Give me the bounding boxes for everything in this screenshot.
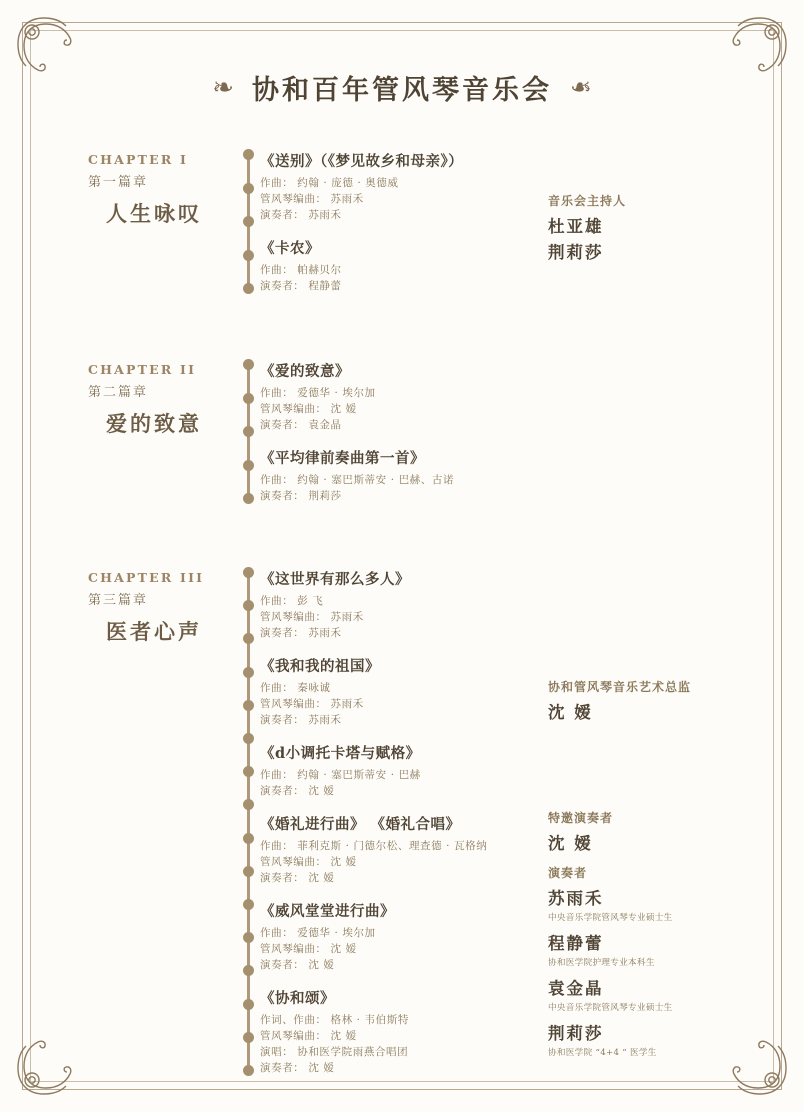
- chapter-number-cn: 第二篇章: [88, 385, 149, 400]
- piece-credit: 演唱： 协和医学院雨燕合唱团: [260, 1046, 409, 1058]
- side-credits: [548, 566, 718, 1090]
- divider-bead: [243, 999, 254, 1010]
- credit-person-name: 沈 嫒: [548, 834, 593, 853]
- credit-block: [548, 678, 718, 723]
- credit-person-affiliation: 协和医学院护理专业本科生: [548, 958, 655, 968]
- chapter-heading: [88, 566, 238, 1090]
- piece-list: [260, 566, 548, 1090]
- piece-credit: 管风琴编曲： 苏雨禾: [260, 193, 364, 205]
- divider-bead: [243, 183, 254, 194]
- piece-credit: 演奏者： 沈 嫒: [260, 872, 335, 884]
- divider-bead: [243, 833, 254, 844]
- piece-credit: 管风琴编曲： 沈 嫒: [260, 856, 357, 868]
- spacer: [548, 150, 718, 192]
- chapter-section: [88, 358, 718, 518]
- piece-credit: 作曲： 约翰 · 庞德 · 奥德威: [260, 177, 399, 189]
- divider-bead: [243, 766, 254, 777]
- piece-title: 《d小调托卡塔与赋格》: [260, 745, 421, 762]
- piece-title: 《威风堂堂进行曲》: [260, 903, 395, 920]
- credit-block: [548, 192, 718, 263]
- piece-credit: 演奏者： 程静蕾: [260, 280, 342, 292]
- piece-credit: 演奏者： 沈 嫒: [260, 1062, 335, 1074]
- piece-credit: 作曲： 帕赫贝尔: [260, 264, 342, 276]
- beaded-divider: [238, 358, 260, 518]
- program-piece: [260, 568, 548, 641]
- beaded-divider: [238, 148, 260, 308]
- piece-credit: 作曲： 爱德华 · 埃尔加: [260, 927, 376, 939]
- chapter-number-en: CHAPTER I: [88, 152, 189, 167]
- title-ornament-left-icon: ❧: [212, 72, 234, 103]
- program-piece: [260, 360, 548, 433]
- piece-title: 《平均律前奏曲第一首》: [260, 450, 425, 467]
- credit-person-name: 荆莉莎: [548, 243, 604, 262]
- credit-person-name: 荆莉莎: [548, 1024, 604, 1043]
- piece-title: 《协和颂》: [260, 990, 335, 1007]
- credit-role-label: 音乐会主持人: [548, 194, 627, 208]
- chapter-number-cn: 第三篇章: [88, 593, 149, 608]
- divider-bead: [243, 493, 254, 504]
- credit-person-name: 程静蕾: [548, 934, 604, 953]
- piece-credit: 作曲： 约翰 · 塞巴斯蒂安 · 巴赫、古诺: [260, 474, 455, 486]
- chapter-section: [88, 148, 718, 308]
- program-piece: [260, 987, 548, 1076]
- program-piece: [260, 813, 548, 886]
- chapter-number-en: CHAPTER III: [88, 570, 205, 585]
- divider-bead: [243, 733, 254, 744]
- divider-bead: [243, 149, 254, 160]
- credit-person-affiliation: 中央音乐学院管风琴专业硕士生: [548, 1003, 673, 1013]
- divider-bead: [243, 932, 254, 943]
- piece-credit: 作曲： 菲利克斯 · 门德尔松、理查德 · 瓦格纳: [260, 840, 488, 852]
- piece-credit: 演奏者： 沈 嫒: [260, 959, 335, 971]
- divider-bead: [243, 460, 254, 471]
- chapter-title: 医者心声: [106, 619, 202, 644]
- piece-credit: 作曲： 秦咏诚: [260, 682, 331, 694]
- piece-title: 《我和我的祖国》: [260, 658, 380, 675]
- divider-bead: [243, 283, 254, 294]
- corner-flourish-icon: [718, 1026, 790, 1098]
- credit-person-affiliation: 中央音乐学院管风琴专业硕士生: [548, 913, 673, 923]
- spacer: [548, 568, 718, 678]
- divider-bead: [243, 799, 254, 810]
- piece-list: [260, 358, 548, 518]
- side-credits: [548, 358, 718, 518]
- piece-credit: 管风琴编曲： 沈 嫒: [260, 943, 357, 955]
- program-piece: [260, 655, 548, 728]
- title-text: 协和百年管风琴音乐会: [252, 75, 552, 106]
- chapter-heading: [88, 358, 238, 518]
- credit-block: [548, 864, 718, 1058]
- divider-bead: [243, 1032, 254, 1043]
- piece-list: [260, 148, 548, 308]
- piece-title: 《爱的致意》: [260, 363, 350, 380]
- chapter-number-en: CHAPTER II: [88, 362, 197, 377]
- piece-credit: 作曲： 约翰 · 塞巴斯蒂安 · 巴赫: [260, 769, 421, 781]
- chapter-gap: [88, 518, 718, 566]
- piece-title: 《卡农》: [260, 240, 320, 257]
- divider-bead: [243, 567, 254, 578]
- program-list: [88, 148, 718, 1090]
- piece-credit: 管风琴编曲： 苏雨禾: [260, 611, 364, 623]
- beaded-divider: [238, 566, 260, 1090]
- divider-bead: [243, 965, 254, 976]
- piece-credit: 演奏者： 沈 嫒: [260, 785, 335, 797]
- chapter-heading: [88, 148, 238, 308]
- chapter-section: [88, 566, 718, 1090]
- program-piece: [260, 150, 548, 223]
- divider-bead: [243, 216, 254, 227]
- piece-credit: 演奏者： 苏雨禾: [260, 714, 342, 726]
- divider-bead: [243, 359, 254, 370]
- credit-block: [548, 809, 718, 854]
- piece-credit: 管风琴编曲： 沈 嫒: [260, 403, 357, 415]
- piece-credit: 演奏者： 袁金晶: [260, 419, 342, 431]
- chapter-number-cn: 第一篇章: [88, 175, 149, 190]
- piece-credit: 作曲： 爱德华 · 埃尔加: [260, 387, 376, 399]
- divider-line: [247, 572, 250, 1070]
- credit-person-name: 袁金晶: [548, 979, 604, 998]
- credit-person-name: 沈 嫒: [548, 703, 593, 722]
- program-piece: [260, 900, 548, 973]
- page-title: [0, 68, 804, 107]
- piece-credit: 作曲： 彭 飞: [260, 595, 324, 607]
- divider-bead: [243, 600, 254, 611]
- piece-title: 《送别》（《梦见故乡和母亲》）: [260, 153, 464, 170]
- chapter-title: 爱的致意: [106, 411, 202, 436]
- piece-credit: 管风琴编曲： 苏雨禾: [260, 698, 364, 710]
- divider-bead: [243, 426, 254, 437]
- piece-title: 《这世界有那么多人》: [260, 571, 410, 588]
- piece-credit: 演奏者： 荆莉莎: [260, 490, 342, 502]
- corner-flourish-icon: [14, 1026, 86, 1098]
- title-ornament-right-icon: ❧: [570, 72, 592, 103]
- credit-role-label: 特邀演奏者: [548, 811, 614, 825]
- chapter-title: 人生咏叹: [106, 201, 202, 226]
- credit-person-name: 杜亚雄: [548, 217, 604, 236]
- divider-bead: [243, 1065, 254, 1076]
- divider-bead: [243, 393, 254, 404]
- divider-bead: [243, 667, 254, 678]
- credit-role-label: 演奏者: [548, 866, 588, 880]
- credit-person-affiliation: 协和医学院 “4+4 ” 医学生: [548, 1048, 657, 1058]
- divider-bead: [243, 700, 254, 711]
- divider-bead: [243, 866, 254, 877]
- program-piece: [260, 237, 548, 294]
- credit-person-name: 苏雨禾: [548, 889, 604, 908]
- program-piece: [260, 742, 548, 799]
- divider-bead: [243, 899, 254, 910]
- piece-credit: 演奏者： 苏雨禾: [260, 627, 342, 639]
- divider-bead: [243, 633, 254, 644]
- piece-credit: 管风琴编曲： 沈 嫒: [260, 1030, 357, 1042]
- program-piece: [260, 447, 548, 504]
- divider-bead: [243, 250, 254, 261]
- piece-credit: 作词、作曲： 格林 · 韦伯斯特: [260, 1014, 409, 1026]
- chapter-gap: [88, 308, 718, 358]
- side-credits: [548, 148, 718, 308]
- piece-credit: 演奏者： 苏雨禾: [260, 209, 342, 221]
- piece-title: 《婚礼进行曲》 《婚礼合唱》: [260, 816, 461, 833]
- credit-role-label: 协和管风琴音乐艺术总监: [548, 680, 692, 694]
